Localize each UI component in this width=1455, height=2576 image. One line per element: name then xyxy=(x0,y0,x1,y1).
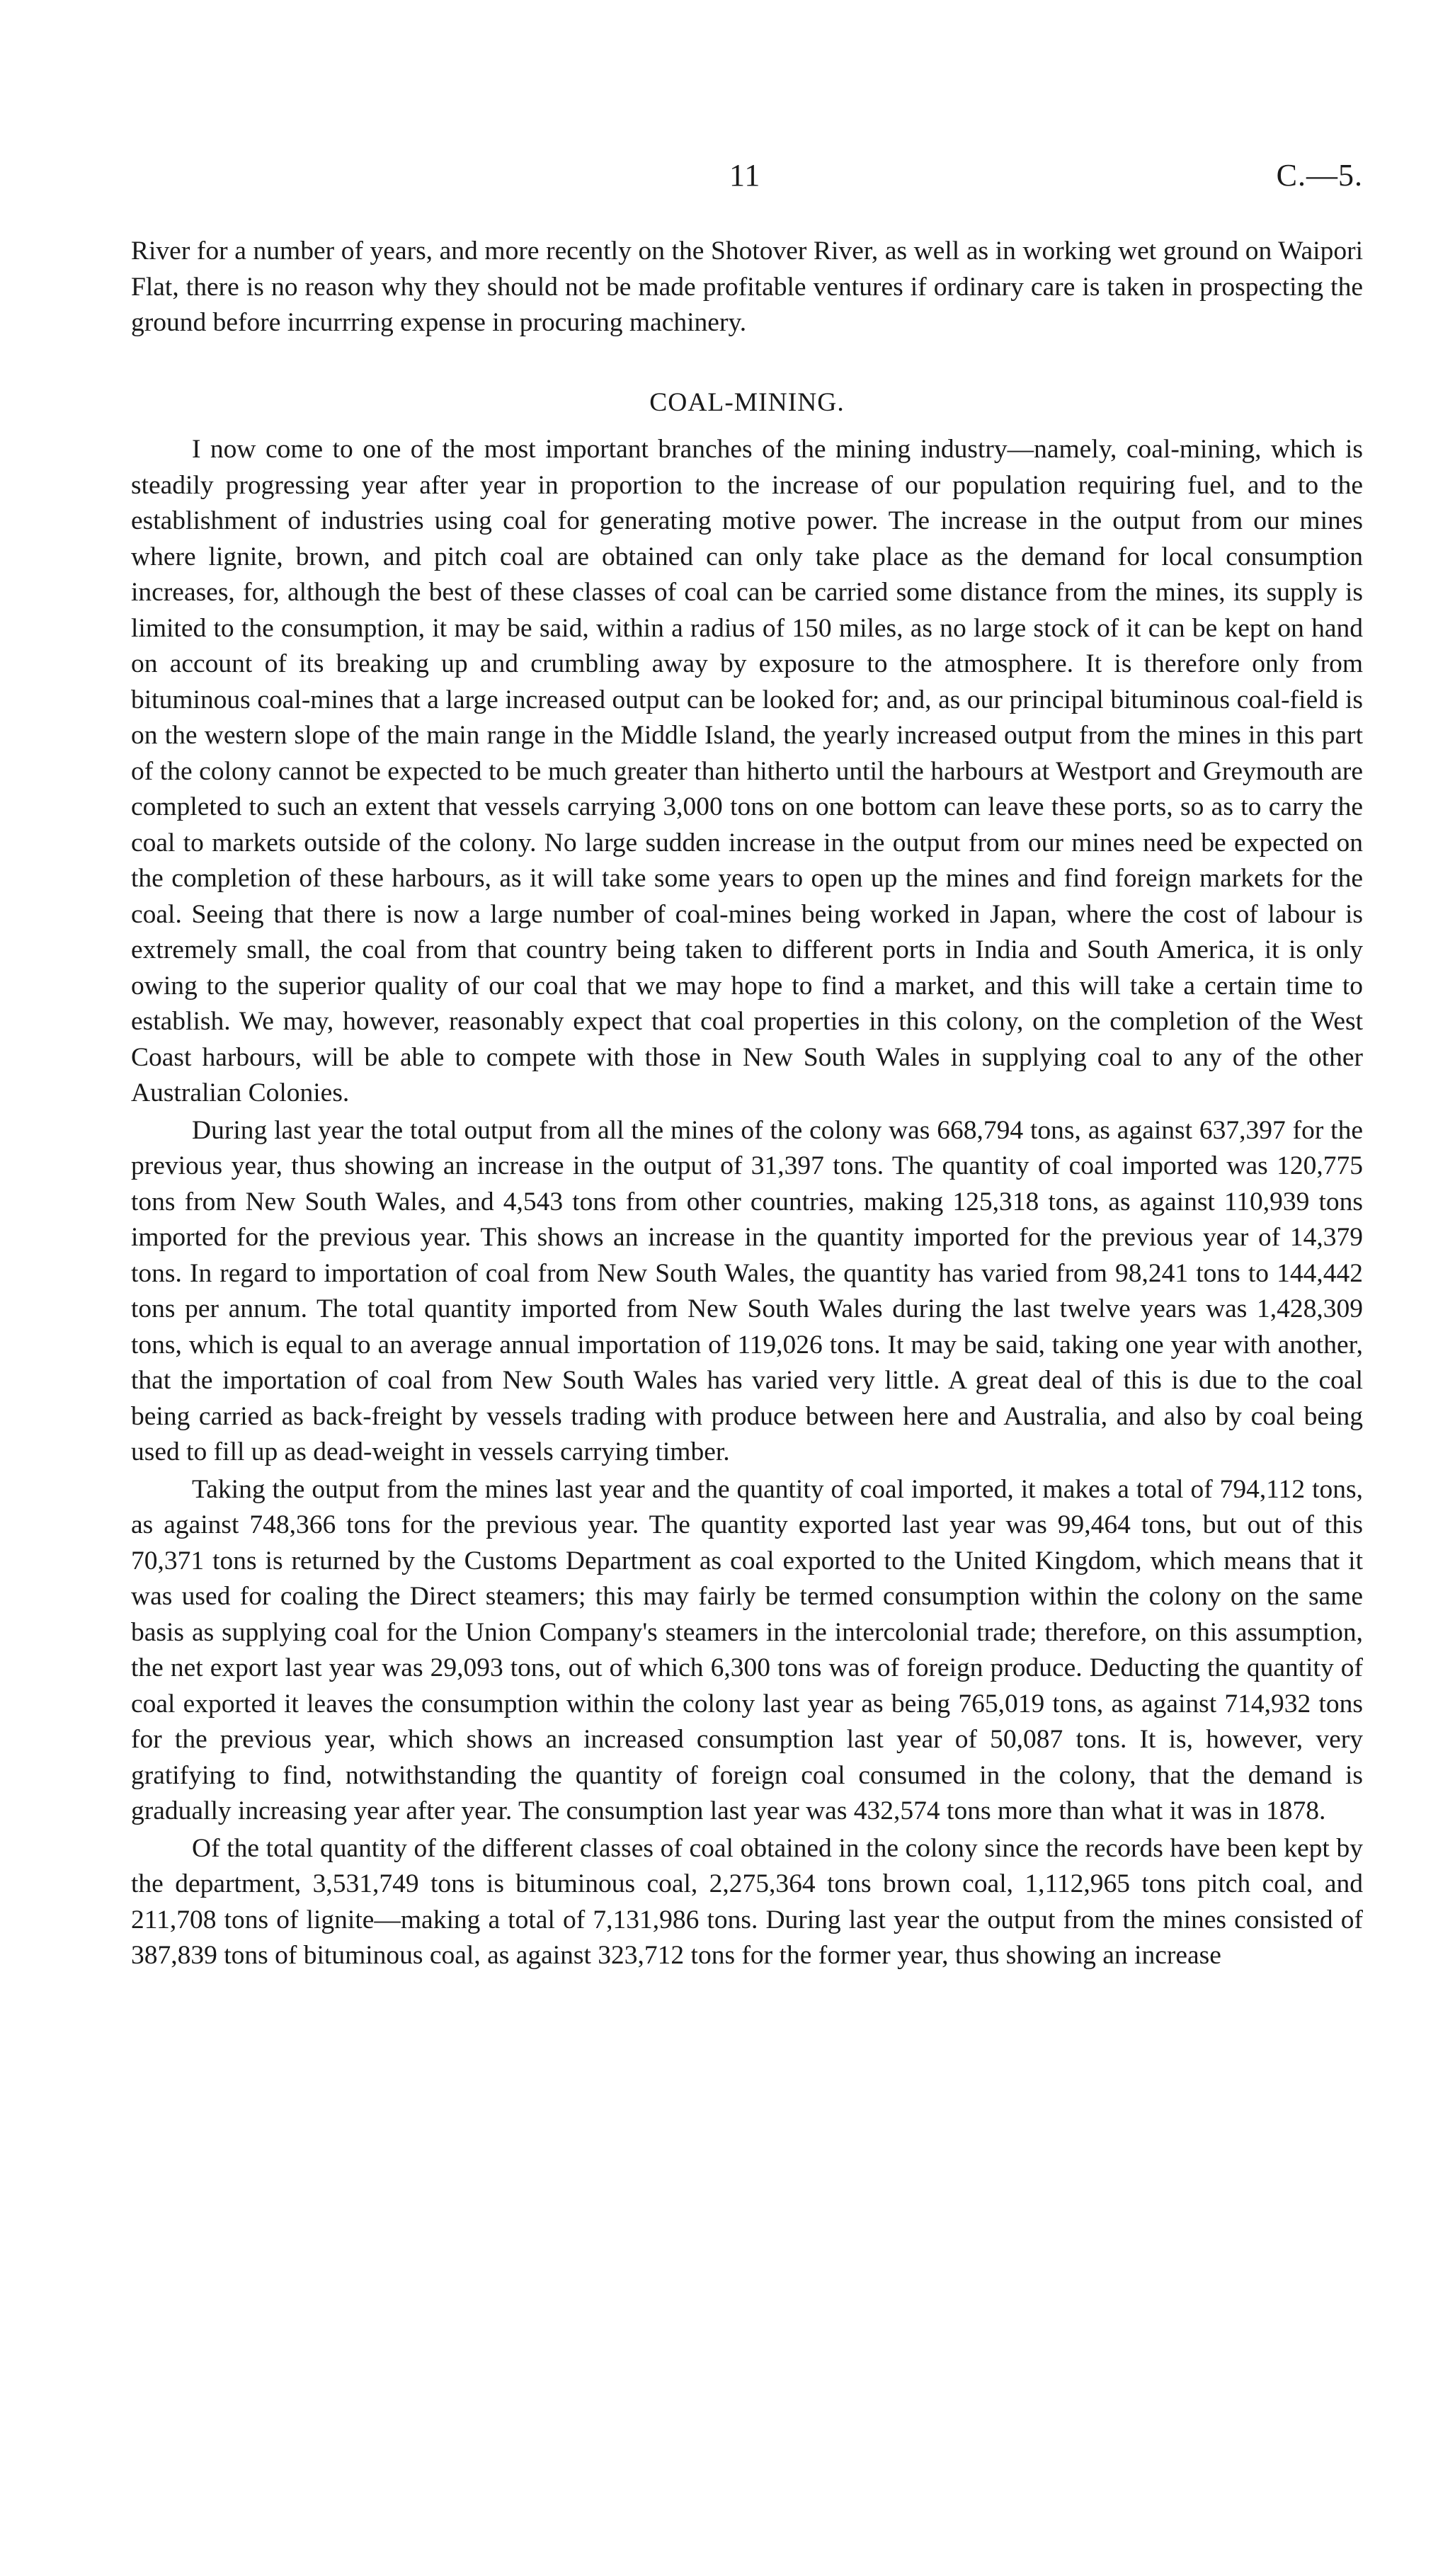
continuation-text xyxy=(131,234,1363,341)
section-body xyxy=(131,432,1363,1974)
paragraph: I now come to one of the most important branches of the mining industry—namely, coal-mining, which is steadily progressing year after year in proportion to the increase of our population requiring fuel, and to the establishment of industries using coal for generating motive power. The increase in the output from our mines where lignite, brown, and pitch coal are obtained can only take place as the demand for local consumption increases, for, although the best of these classes of coal can be carried some distance from the mines, its supply is limited to the consumption, it may be said, within a radius of 150 miles, as no large stock of it can be kept on hand on account of its breaking up and crumbling away by exposure to the atmosphere. It is therefore only from bituminous coal-mines that a large increased output can be looked for; and, as our principal bituminous coal-field is on the western slope of the main range in the Middle Island, the yearly increased output from the mines in this part of the colony cannot be expected to be much greater than hitherto until the harbours at Westport and Greymouth are completed to such an extent that vessels carrying 3,000 tons on one bottom can leave these ports, so as to carry the coal to markets outside of the colony. No large sudden increase in the output from our mines need be expected on the completion of these harbours, as it will take some years to open up the mines and find foreign markets for the coal. Seeing that there is now a large number of coal-mines being worked in Japan, where the cost of labour is extremely small, the coal from that country being taken to different ports in India and South America, it is only owing to the superior quality of our coal that we may hope to find a market, and this will take a certain time to establish. We may, however, reasonably expect that coal properties in this colony, on the completion of the West Coast harbours, will be able to compete with those in New South Wales in supplying coal to any of the other Australian Colonies. xyxy=(131,435,1363,1107)
paragraph: Taking the output from the mines last year and the quantity of coal imported, it makes a total of 794,112 tons, as against 748,366 tons for the previous year. The quantity exported last year was 99,464 tons, but out of this 70,371 tons is returned by the Customs Department as coal exported to the United Kingdom, which means that it was used for coaling the Direct steamers; this may fairly be termed consumption within the colony on the same basis as supplying coal for the Union Company's steamers in the intercolonial trade; therefore, on this assumption, the net export last year was 29,093 tons, out of which 6,300 tons was of foreign produce. Deducting the quantity of coal exported it leaves the consumption within the colony last year as being 765,019 tons, as against 714,932 tons for the previous year, which shows an increased consumption last year of 50,087 tons. It is, however, very gratifying to find, notwithstanding the quantity of foreign coal consumed in the colony, that the demand is gradually increasing year after year. The consumption last year was 432,574 tons more than what it was in 1878. xyxy=(131,1474,1363,1825)
paragraph: Of the total quantity of the different classes of coal obtained in the colony since the records have been kept by the department, 3,531,749 tons is bituminous coal, 2,275,364 tons brown coal, 1,112,965 tons pitch coal, and 211,708 tons of lignite—making a total of 7,131,986 tons. During last year the output from the mines consisted of 387,839 tons of bituminous coal, as against 323,712 tons for the former year, thus showing an increase xyxy=(131,1833,1363,1970)
document-reference: C.—5. xyxy=(1276,158,1363,193)
section-heading: COAL-MINING. xyxy=(649,388,845,417)
paragraph: During last year the total output from all the mines of the colony was 668,794 tons, as against 637,397 for the previous year, thus showing an increase in the output of 31,397 tons. The quantity of coal imported was 120,775 tons from New South Wales, and 4,543 tons from other countries, making 125,318 tons, as against 110,939 tons imported for the previous year. This shows an increase in the quantity imported for the previous year of 14,379 tons. In regard to importation of coal from New South Wales, the quantity has varied from 98,241 tons to 144,442 tons per annum. The total quantity imported from New South Wales during the last twelve years was 1,428,309 tons, which is equal to an average annual importation of 119,026 tons. It may be said, taking one year with another, that the importation of coal from New South Wales has varied very little. A great deal of this is due to the coal being carried as back-freight by vessels trading with produce between here and Australia, and also by coal being used to fill up as dead-weight in vessels carrying timber. xyxy=(131,1115,1363,1466)
page-number: 11 xyxy=(729,158,761,193)
paragraph-continuation: River for a number of years, and more recently on the Shotover River, as well as in working wet ground on Waipori Flat, there is no reason why they should not be made profitable ventures if ordinary care is taken in prospecting the ground before incurrring expense in procuring machinery. xyxy=(131,236,1363,337)
